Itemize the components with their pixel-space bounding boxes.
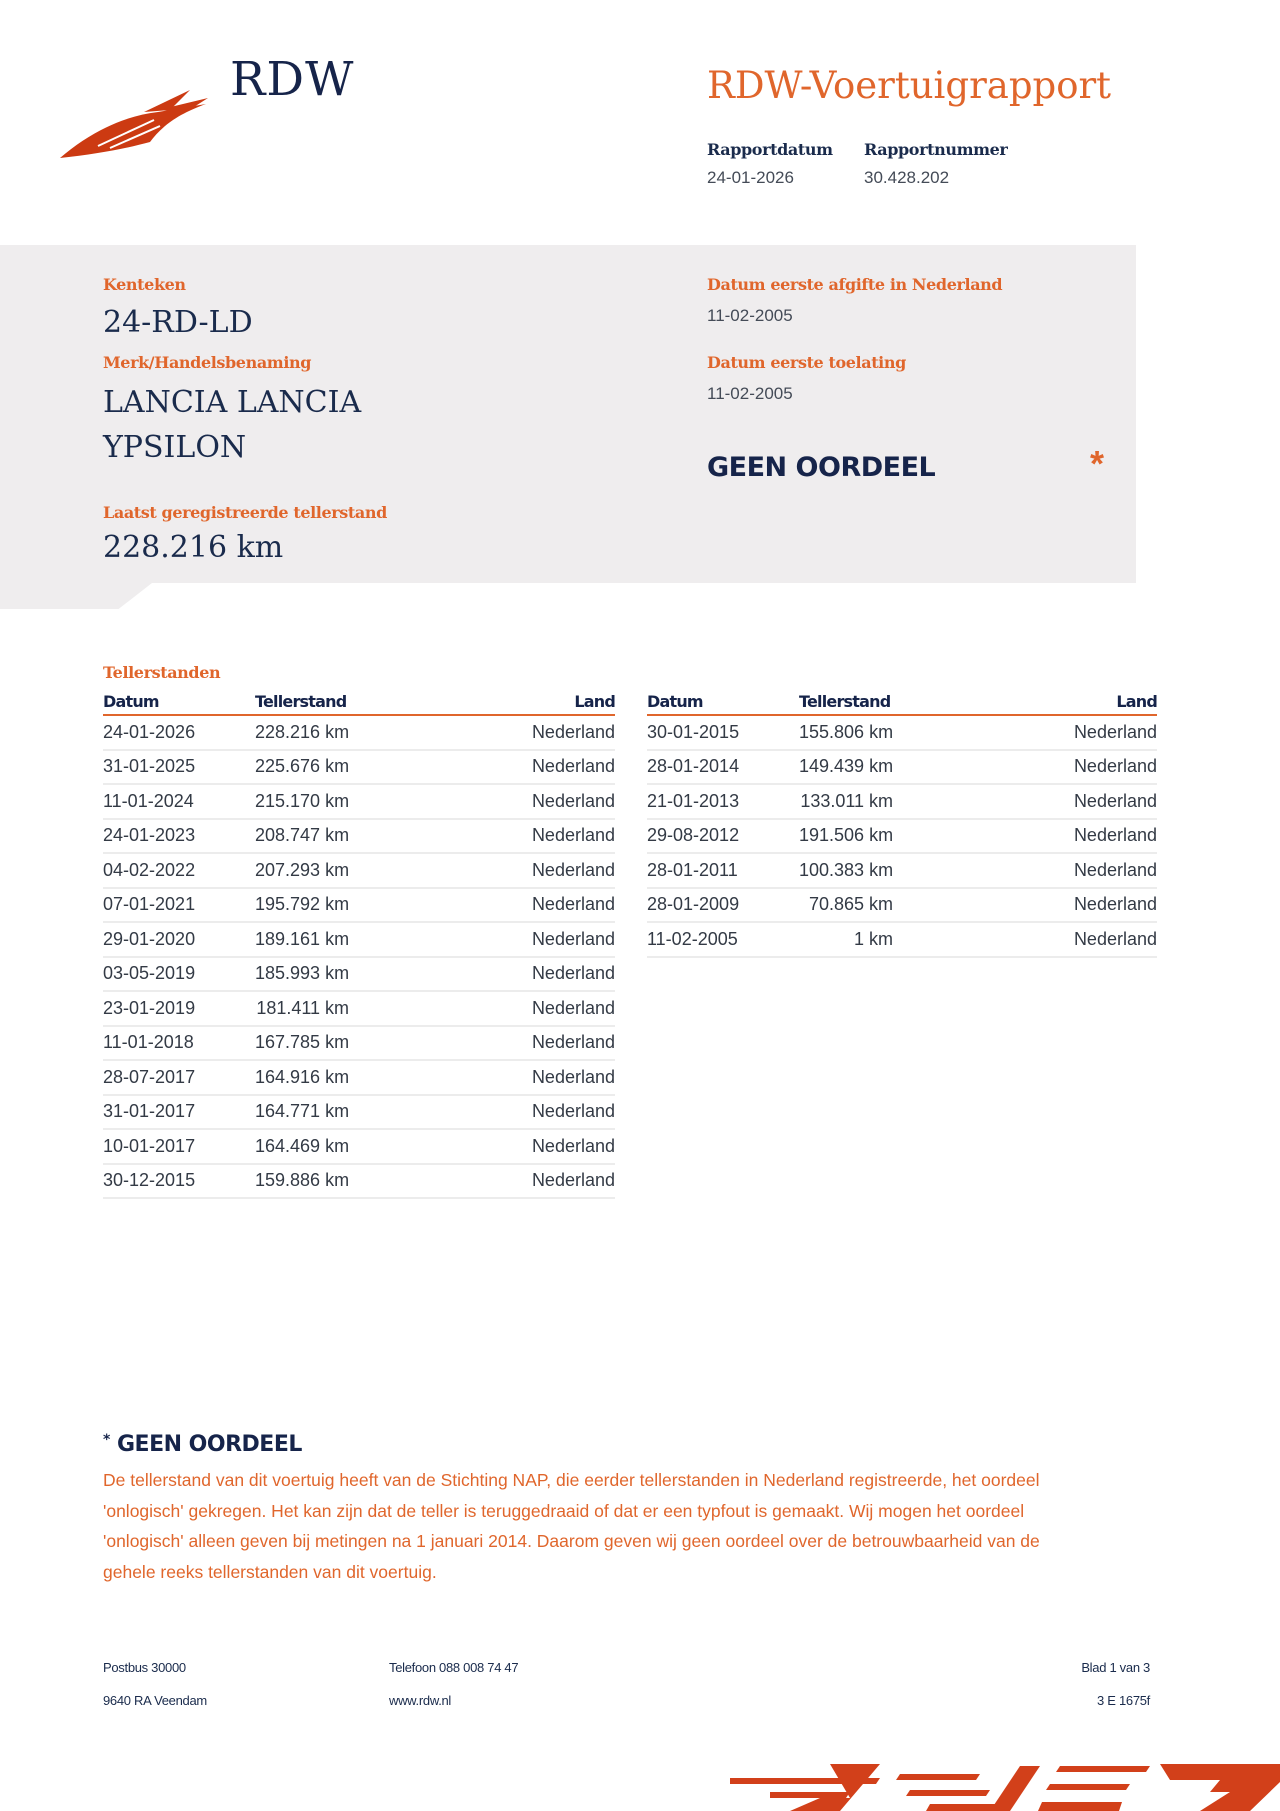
readings-table-left — [103, 688, 615, 1199]
reading-odometer: 164.771 km — [255, 1095, 411, 1130]
reading-country: Nederland — [955, 888, 1157, 923]
first-admission-label: Datum eerste toelating — [707, 353, 906, 372]
explanation-title: GEEN OORDEEL — [117, 1432, 302, 1457]
column-header-date: Datum — [647, 688, 799, 715]
verdict: GEEN OORDEEL — [707, 452, 936, 483]
reading-country: Nederland — [955, 784, 1157, 819]
table-row — [647, 750, 1157, 785]
plate-label: Kenteken — [103, 275, 186, 294]
table-row — [103, 957, 615, 992]
reading-odometer: 159.886 km — [255, 1164, 411, 1199]
table-row — [103, 853, 615, 888]
reading-date: 04-02-2022 — [103, 853, 255, 888]
table-row — [103, 715, 615, 750]
explanation-text: De tellerstand van dit voertuig heeft van de Stichting NAP, die eerder tellerstanden in Nederland registreerde, het oordeel 'onlogisch' gekregen. Het kan zijn dat de teller is teruggedraaid of dat er een typfout is gemaakt. Wij mogen het oordeel 'onlogisch' alleen geven bij metingen na 1 januari 2014. Daarom geven wij geen oordeel over de betrouwbaarheid van de gehele reeks tellerstanden van dit voertuig. — [103, 1470, 1040, 1582]
reading-country: Nederland — [411, 853, 615, 888]
table-row — [647, 888, 1157, 923]
reading-odometer: 100.383 km — [799, 853, 955, 888]
table-header-row — [647, 688, 1157, 715]
reading-country: Nederland — [411, 991, 615, 1026]
reading-country: Nederland — [411, 819, 615, 854]
reading-country: Nederland — [411, 922, 615, 957]
reading-odometer: 133.011 km — [799, 784, 955, 819]
table-row — [103, 784, 615, 819]
column-header-odometer: Tellerstand — [255, 688, 411, 715]
table-row — [647, 819, 1157, 854]
reading-odometer: 164.916 km — [255, 1060, 411, 1095]
reading-date: 11-02-2005 — [647, 922, 799, 957]
footer-phone: Telefoon 088 008 74 47 — [389, 1660, 519, 1675]
reading-odometer: 191.506 km — [799, 819, 955, 854]
reading-odometer: 228.216 km — [255, 715, 411, 750]
table-row — [103, 1164, 615, 1199]
first-issue-nl-value: 11-02-2005 — [707, 306, 793, 325]
vehicle-summary-panel — [0, 245, 1136, 583]
footer-document-code: 3 E 1675f — [1097, 1693, 1150, 1708]
table-row — [103, 1129, 615, 1164]
verdict-asterisk: * — [1090, 443, 1105, 484]
report-date-label: Rapportdatum — [707, 140, 833, 159]
reading-date: 30-12-2015 — [103, 1164, 255, 1199]
table-row — [103, 1026, 615, 1061]
table-row — [103, 1095, 615, 1130]
column-header-country: Land — [411, 688, 615, 715]
report-number: 30.428.202 — [864, 168, 950, 187]
reading-date: 29-08-2012 — [647, 819, 799, 854]
footer-page-number: Blad 1 van 3 — [1081, 1660, 1150, 1675]
reading-date: 30-01-2015 — [647, 715, 799, 750]
readings-title: Tellerstanden — [103, 663, 221, 682]
reading-odometer: 195.792 km — [255, 888, 411, 923]
reading-country: Nederland — [411, 1060, 615, 1095]
reading-country: Nederland — [955, 715, 1157, 750]
brand-label: Merk/Handelsbenaming — [103, 353, 312, 372]
reading-date: 31-01-2017 — [103, 1095, 255, 1130]
reading-date: 24-01-2023 — [103, 819, 255, 854]
reading-country: Nederland — [411, 784, 615, 819]
rdw-wing-icon — [58, 82, 208, 162]
reading-date: 10-01-2017 — [103, 1129, 255, 1164]
reading-date: 21-01-2013 — [647, 784, 799, 819]
reading-country: Nederland — [411, 750, 615, 785]
reading-odometer: 189.161 km — [255, 922, 411, 957]
reading-date: 28-01-2014 — [647, 750, 799, 785]
reading-country: Nederland — [411, 1095, 615, 1130]
table-header-row — [103, 688, 615, 715]
reading-odometer: 149.439 km — [799, 750, 955, 785]
reading-country: Nederland — [955, 922, 1157, 957]
report-number-block — [864, 140, 1007, 188]
first-issue-nl-label: Datum eerste afgifte in Nederland — [707, 275, 1003, 294]
table-row — [103, 922, 615, 957]
reading-date: 24-01-2026 — [103, 715, 255, 750]
reading-odometer: 167.785 km — [255, 1026, 411, 1061]
table-row — [647, 784, 1157, 819]
reading-date: 07-01-2021 — [103, 888, 255, 923]
reading-country: Nederland — [411, 1129, 615, 1164]
reading-date: 11-01-2024 — [103, 784, 255, 819]
rdw-stripes-decoration — [730, 1762, 1280, 1811]
reading-date: 29-01-2020 — [103, 922, 255, 957]
reading-country: Nederland — [955, 819, 1157, 854]
reading-odometer: 208.747 km — [255, 819, 411, 854]
plate-value: 24-RD-LD — [103, 305, 253, 340]
reading-date: 03-05-2019 — [103, 957, 255, 992]
reading-country: Nederland — [411, 1026, 615, 1061]
odometer-label: Laatst geregistreerde tellerstand — [103, 503, 387, 522]
reading-date: 11-01-2018 — [103, 1026, 255, 1061]
column-header-odometer: Tellerstand — [799, 688, 955, 715]
reading-odometer: 181.411 km — [255, 991, 411, 1026]
table-row — [647, 715, 1157, 750]
reading-country: Nederland — [411, 1164, 615, 1199]
table-row — [103, 819, 615, 854]
reading-date: 28-07-2017 — [103, 1060, 255, 1095]
reading-odometer: 215.170 km — [255, 784, 411, 819]
reading-odometer: 207.293 km — [255, 853, 411, 888]
reading-country: Nederland — [411, 888, 615, 923]
logo-text: RDW — [230, 52, 355, 107]
table-row — [647, 853, 1157, 888]
reading-country: Nederland — [411, 957, 615, 992]
reading-odometer: 1 km — [799, 922, 955, 957]
table-row — [103, 750, 615, 785]
reading-odometer: 70.865 km — [799, 888, 955, 923]
table-row — [103, 1060, 615, 1095]
odometer-value: 228.216 km — [103, 530, 284, 565]
reading-odometer: 185.993 km — [255, 957, 411, 992]
explanation-asterisk: * — [103, 1432, 110, 1448]
reading-odometer: 225.676 km — [255, 750, 411, 785]
footer-website[interactable]: www.rdw.nl — [389, 1693, 452, 1708]
column-header-country: Land — [955, 688, 1157, 715]
column-header-date: Datum — [103, 688, 255, 715]
footer-postbus: Postbus 30000 — [103, 1660, 186, 1675]
report-date: 24-01-2026 — [707, 168, 794, 187]
reading-country: Nederland — [955, 853, 1157, 888]
readings-table-right — [647, 688, 1157, 958]
reading-odometer: 155.806 km — [799, 715, 955, 750]
first-admission-value: 11-02-2005 — [707, 384, 793, 403]
explanation-heading — [103, 1432, 302, 1457]
table-row — [647, 922, 1157, 957]
report-title: RDW-Voertuigrapport — [707, 64, 1112, 107]
reading-odometer: 164.469 km — [255, 1129, 411, 1164]
brand-line-2: YPSILON — [103, 430, 247, 465]
reading-date: 28-01-2011 — [647, 853, 799, 888]
footer-city: 9640 RA Veendam — [103, 1693, 207, 1708]
table-row — [103, 991, 615, 1026]
report-date-block — [707, 140, 833, 188]
rdw-logo — [58, 52, 358, 162]
report-number-label: Rapportnummer — [864, 140, 1008, 159]
panel-tail-decoration — [0, 583, 152, 609]
reading-date: 23-01-2019 — [103, 991, 255, 1026]
table-row — [103, 888, 615, 923]
reading-country: Nederland — [955, 750, 1157, 785]
reading-date: 28-01-2009 — [647, 888, 799, 923]
reading-date: 31-01-2025 — [103, 750, 255, 785]
brand-line-1: LANCIA LANCIA — [103, 385, 362, 420]
reading-country: Nederland — [411, 715, 615, 750]
